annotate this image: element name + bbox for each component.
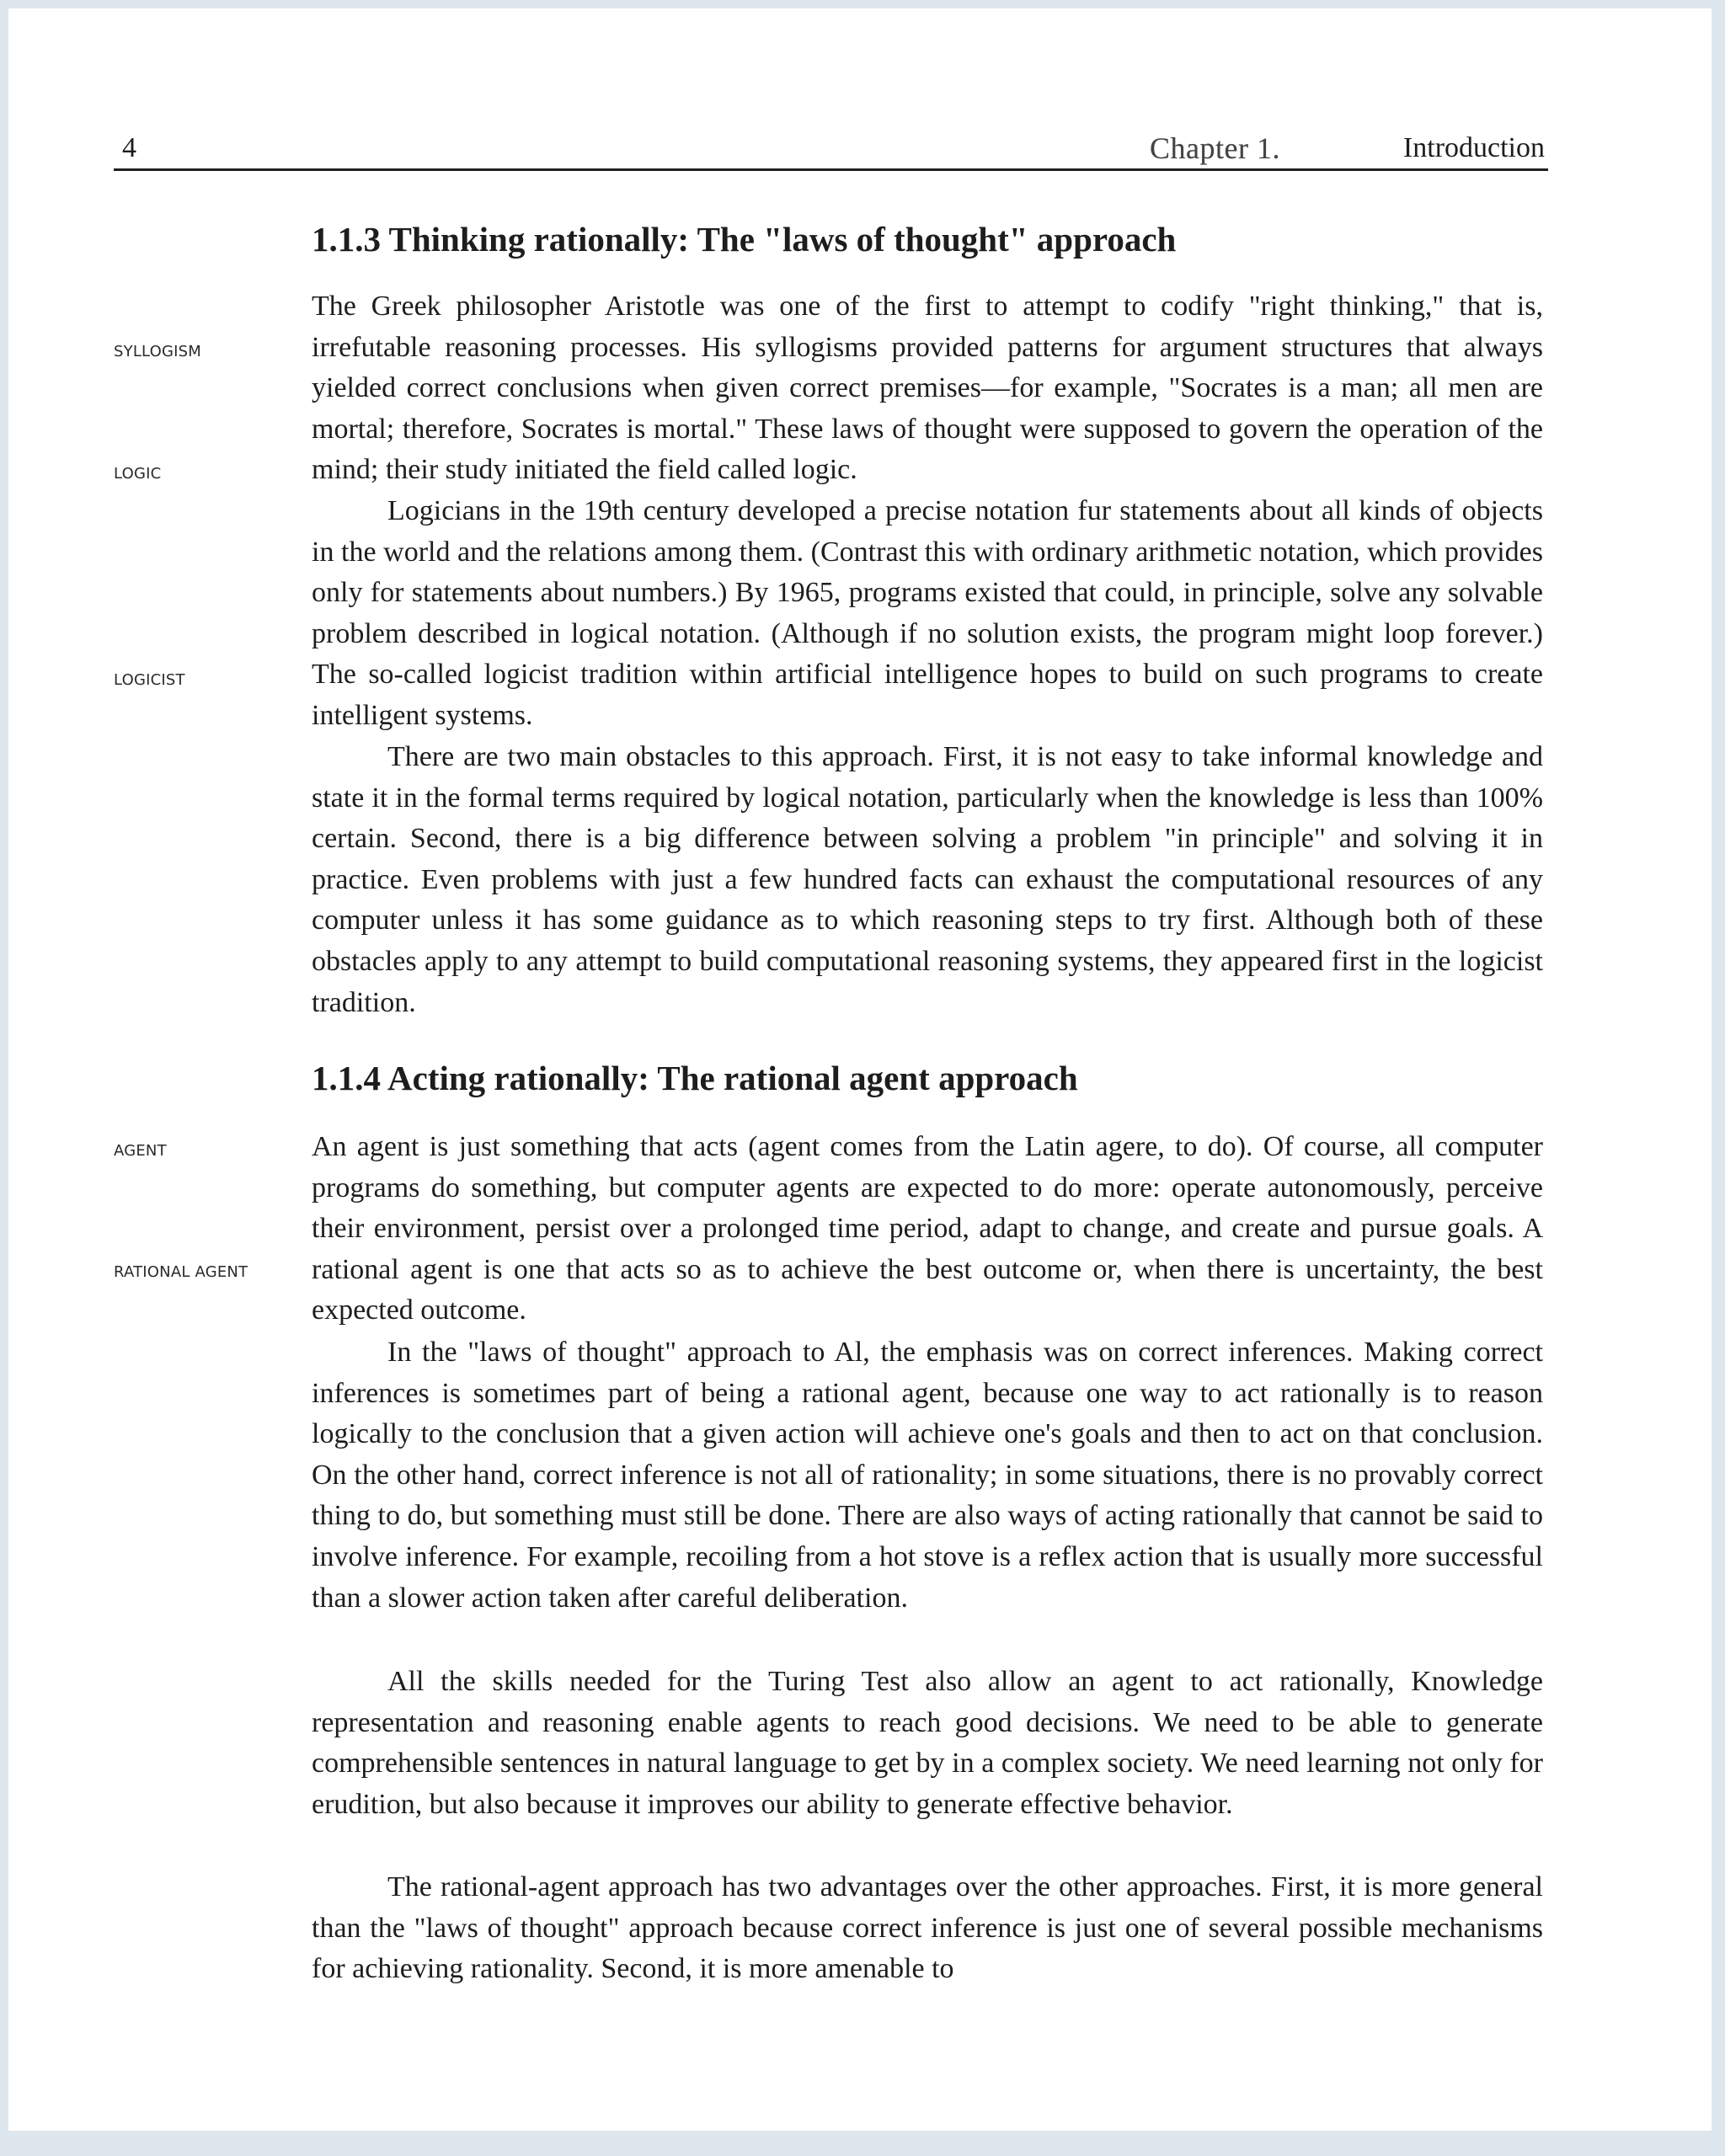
chapter-label: Chapter 1.	[1150, 131, 1280, 165]
page-number: 4	[122, 132, 136, 163]
paragraph-agent-definition: An agent is just something that acts (agent comes from the Latin agere, to do). Of course, all computer programs do something, but computer agents are expected to do more: operate autonomously, perceive their environment, persist over a prolonged time period, adapt to change, and create and pursue goals. A rational agent is one that acts so as to achieve the best outcome or, when there is uncertainty, the best expected outcome.	[312, 1131, 1543, 1326]
paragraph-logicians: Logicians in the 19th century developed a precise notation fur statements about all kinds of objects in the world and the relations among them. (Contrast this with ordinary arithmetic notation, which provides only for statements about numbers.) By 1965, programs existed that could, in principle, solve any solvable problem described in logical notation. (Although if no solution exists, the program might loop forever.) The so-called logicist tradition within artificial intelligence hopes to build on such programs to create intelligent systems.	[312, 495, 1543, 731]
document-page	[8, 8, 1712, 2131]
section-label: Introduction	[1402, 132, 1545, 163]
section-heading-1-1-4: 1.1.4 Acting rationally: The rational agent approach	[312, 1059, 1078, 1097]
margin-note-syllogism: SYLLOGISM	[114, 343, 202, 360]
margin-note-logic: LOGIC	[114, 465, 162, 483]
page-header	[114, 124, 1546, 166]
paragraph-aristotle: The Greek philosopher Aristotle was one of the first to attempt to codify "right thinking," that is, irrefutable reasoning processes. His syllogisms provided patterns for argument structures that always yielded correct conclusions when given correct premises—for example, "Socrates is a man; all men are mortal; therefore, Socrates is mortal." These laws of thought were supposed to govern the operation of the mind; their study initiated the field called logic.	[312, 291, 1543, 486]
margin-note-rational-agent: RATIONAL AGENT	[114, 1263, 248, 1281]
margin-note-logicist: LOGICIST	[114, 671, 185, 689]
bottom-margin-band	[0, 2131, 1725, 2156]
section-heading-1-1-3: 1.1.3 Thinking rationally: The "laws of thought" approach	[312, 220, 1177, 259]
header-rule	[114, 168, 1548, 171]
paragraph-rational-agent-advantages: The rational-agent approach has two advantages over the other approaches. First, it is more general than the "laws of thought" approach because correct inference is just one of several possible mechanisms for achieving rationality. Second, it is more amenable to	[312, 1871, 1543, 1985]
paragraph-obstacles: There are two main obstacles to this approach. First, it is not easy to take informal knowledge and state it in the formal terms required by logical notation, particularly when the knowledge is less than 100% certain. Second, there is a big difference between solving a problem "in principle" and solving it in practice. Even problems with just a few hundred facts can exhaust the computational resources of any computer unless it has some guidance as to which reasoning steps to try first. Although both of these obstacles apply to any attempt to build computational reasoning systems, they appeared first in the logicist tradition.	[312, 741, 1543, 1018]
paragraph-turing-skills: All the skills needed for the Turing Test also allow an agent to act rationally, Knowledge representation and reasoning enable agents to reach good decisions. We need to be able to generate comprehensible sentences in natural language to get by in a complex society. We need learning not only for erudition, but also because it improves our ability to generate effective behavior.	[312, 1666, 1543, 1820]
paragraph-laws-of-thought: In the "laws of thought" approach to Al, the emphasis was on correct inferences. Making correct inferences is sometimes part of being a rational agent, because one way to act rationally is to reason logically to the conclusion that a given action will achieve one's goals and then to act on that conclusion. On the other hand, correct inference is not all of rationality; in some situations, there is no provably correct thing to do, but something must still be done. There are also ways of acting rationally that cannot be said to involve inference. For example, recoiling from a hot stove is a reflex action that is usually more successful than a slower action taken after careful deliberation.	[312, 1337, 1543, 1614]
margin-note-agent: AGENT	[114, 1142, 167, 1160]
